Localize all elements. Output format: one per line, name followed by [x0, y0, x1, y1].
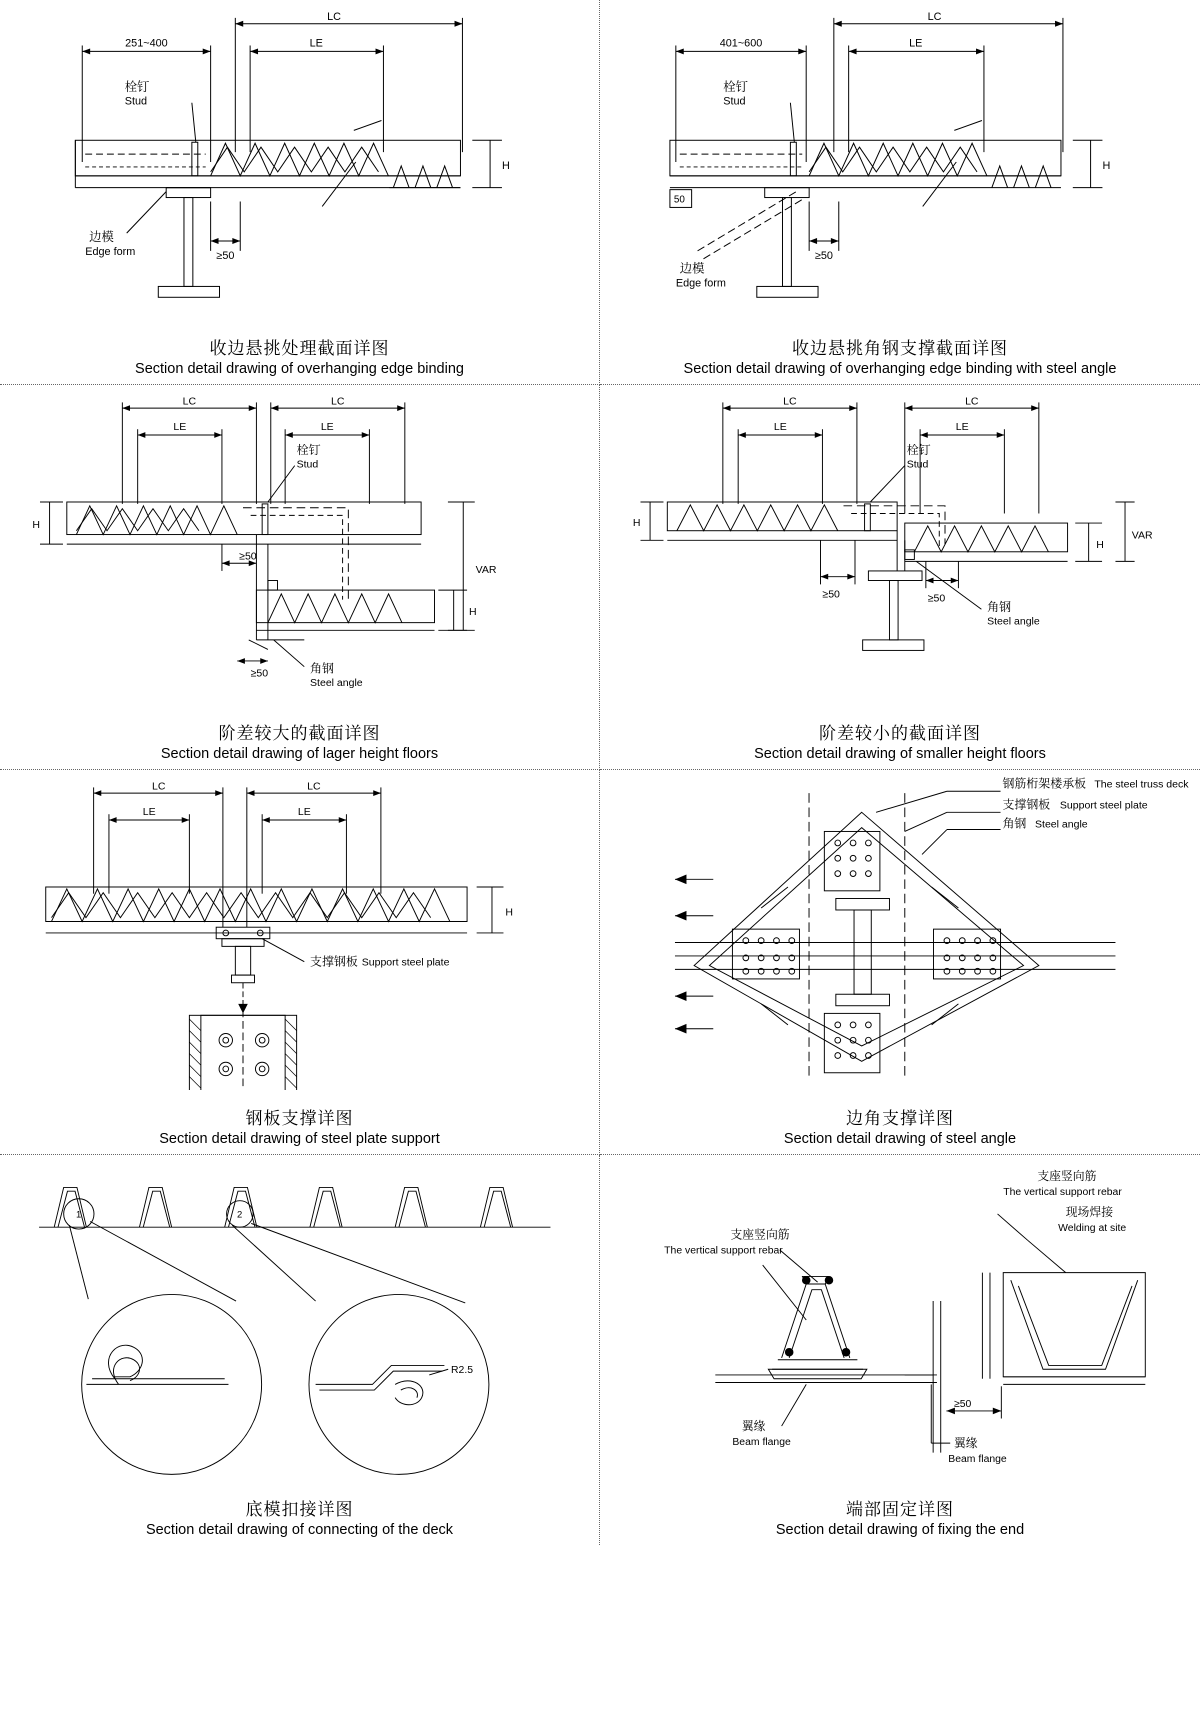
caption-en: Section detail drawing of steel angle: [783, 1131, 1017, 1148]
figure-smaller-height-floors: [606, 389, 1194, 705]
h-label: H: [505, 906, 513, 919]
figure-overhanging-edge-binding: [6, 4, 593, 320]
edge-form-label-en: Edge form: [85, 245, 136, 258]
panel-steel-plate-support: [0, 770, 600, 1155]
caption-connecting-of-the-deck: [0, 1499, 599, 1542]
min-50-label-right: ≥50: [927, 592, 946, 605]
panel-larger-height-floors: [0, 385, 600, 770]
support-plate-label-en: Support steel plate: [1059, 799, 1148, 812]
steel-angle-label-en: Steel angle: [310, 676, 363, 689]
dim-le-label-left: LE: [773, 421, 787, 434]
h-label-right: H: [468, 605, 477, 618]
figure-overhanging-edge-binding-steel-angle: [606, 4, 1194, 320]
welding-label-en: Welding at site: [1058, 1222, 1127, 1234]
caption-en: Section detail drawing of lager height floors: [160, 746, 439, 763]
caption-zh: 收边悬挑处理截面详图: [209, 338, 390, 358]
min-50-label-upper: ≥50: [239, 550, 257, 563]
h-label: H: [1102, 159, 1111, 172]
dim-lc-label-left: LC: [152, 780, 166, 793]
panel-fixing-the-end: [600, 1155, 1200, 1545]
panel-connecting-of-the-deck: [0, 1155, 600, 1545]
caption-zh: 底模扣接详图: [245, 1499, 354, 1519]
edge-form-label-en: Edge form: [675, 277, 726, 290]
stud-label-zh: 栓钉: [723, 79, 748, 94]
dim-lc-label: LC: [927, 10, 942, 23]
panel-smaller-height-floors: [600, 385, 1200, 770]
min-50-label-left: ≥50: [822, 588, 840, 601]
stud-label-en: Stud: [296, 458, 319, 471]
figure-corner-steel-angle-support: [606, 774, 1194, 1090]
steel-angle-label-en: Steel angle: [987, 615, 1040, 628]
stud-label-en: Stud: [906, 458, 929, 471]
steel-angle-label-en: Steel angle: [1035, 818, 1088, 831]
dim-lc-label-right: LC: [965, 395, 979, 408]
support-plate-label-en: Support steel plate: [361, 956, 450, 969]
caption-corner-steel-angle-support: [600, 1108, 1200, 1151]
caption-en: Section detail drawing of smaller height floors: [754, 746, 1046, 763]
caption-smaller-height-floors: [600, 723, 1200, 766]
vertical-rebar-label-zh-top: 支座竖向筋: [1037, 1168, 1097, 1183]
h-label: H: [501, 159, 510, 172]
caption-fixing-the-end: [600, 1499, 1200, 1542]
var-label: VAR: [475, 563, 497, 576]
vertical-rebar-label-en-top: The vertical support rebar: [1003, 1186, 1122, 1198]
edge-form-label-zh: 边模: [679, 261, 705, 276]
steel-angle-label-zh: 角钢: [1002, 816, 1027, 831]
dim-lc-label-left: LC: [182, 395, 197, 408]
var-label: VAR: [1131, 529, 1153, 542]
radius-label: R2.5: [451, 1365, 474, 1377]
welding-label-zh: 现场焊接: [1065, 1204, 1114, 1219]
stud-label-zh: 栓钉: [124, 79, 150, 94]
caption-steel-plate-support: [0, 1108, 599, 1151]
steel-angle-label-zh: 角钢: [987, 600, 1012, 615]
caption-en: Section detail drawing of overhanging edge binding: [135, 361, 464, 378]
caption-zh: 收边悬挑角钢支撑截面详图: [792, 338, 1008, 358]
caption-larger-height-floors: [0, 723, 599, 766]
min-50-label-lower: ≥50: [250, 667, 269, 680]
caption-zh: 阶差较大的截面详图: [218, 723, 381, 743]
dim-le-label: LE: [909, 37, 923, 50]
dim-range-label: 251~400: [125, 37, 168, 50]
beam-flange-label-zh-right: 翼缘: [953, 1435, 978, 1450]
caption-overhanging-edge-binding: [0, 338, 599, 381]
dim-le-label-right: LE: [320, 421, 334, 434]
dim-le-label-left: LE: [142, 806, 156, 819]
caption-en: Section detail drawing of steel plate support: [159, 1131, 440, 1148]
caption-overhanging-edge-binding-steel-angle: [600, 338, 1200, 381]
support-plate-label-zh: 支撑钢板: [1002, 797, 1051, 812]
truss-deck-label-en: The steel truss deck: [1094, 778, 1189, 791]
figure-fixing-the-end: [606, 1159, 1194, 1481]
min-50-label: ≥50: [814, 249, 833, 262]
small-dim-label: 50: [673, 194, 685, 206]
edge-form-label-zh: 边模: [89, 230, 114, 244]
beam-flange-label-en-left: Beam flange: [732, 1437, 791, 1449]
vertical-rebar-label-en-left: The vertical support rebar: [664, 1245, 783, 1257]
beam-flange-label-zh-left: 翼缘: [741, 1418, 766, 1433]
dim-le-label-right: LE: [955, 421, 969, 434]
panel-overhanging-edge-binding: [0, 0, 600, 385]
dim-lc-label-right: LC: [331, 395, 345, 408]
stud-label-zh: 栓钉: [296, 443, 321, 458]
dim-le-label-right: LE: [297, 806, 311, 819]
caption-zh: 边角支撑详图: [846, 1108, 954, 1128]
panel-overhanging-edge-binding-steel-angle: [600, 0, 1200, 385]
figure-connecting-of-the-deck: [6, 1159, 593, 1481]
caption-zh: 阶差较小的截面详图: [819, 723, 981, 743]
caption-zh: 端部固定详图: [846, 1499, 954, 1519]
stud-label-en: Stud: [723, 95, 746, 108]
figure-steel-plate-support: [6, 774, 593, 1090]
truss-deck-label-zh: 钢筋桁架楼承板: [1002, 776, 1087, 791]
dim-le-label: LE: [309, 37, 323, 50]
detail-marker-1: 1: [75, 1209, 82, 1221]
dim-range-label: 401~600: [719, 37, 763, 50]
beam-flange-label-en-right: Beam flange: [948, 1454, 1007, 1466]
h-label-left: H: [32, 518, 40, 531]
caption-en: Section detail drawing of connecting of the deck: [145, 1522, 454, 1539]
min-50-label: ≥50: [216, 249, 235, 262]
dim-lc-label-right: LC: [307, 780, 321, 793]
stud-label-en: Stud: [124, 95, 148, 108]
detail-marker-2: 2: [236, 1209, 243, 1221]
panel-corner-steel-angle-support: [600, 770, 1200, 1155]
figure-larger-height-floors: [6, 389, 593, 705]
min-50-label: ≥50: [953, 1399, 972, 1411]
caption-en: Section detail drawing of fixing the end: [775, 1522, 1025, 1539]
h-label-right: H: [1096, 538, 1104, 551]
dim-lc-label-left: LC: [783, 395, 797, 408]
h-label-left: H: [632, 516, 641, 529]
steel-angle-label-zh: 角钢: [310, 661, 334, 676]
caption-en: Section detail drawing of overhanging edge binding with steel angle: [683, 361, 1117, 378]
vertical-rebar-label-zh-left: 支座竖向筋: [730, 1227, 790, 1242]
dim-le-label-left: LE: [173, 421, 187, 434]
stud-label-zh: 栓钉: [906, 443, 931, 458]
dim-lc-label: LC: [327, 10, 342, 23]
support-plate-label-zh: 支撑钢板: [310, 954, 358, 969]
caption-zh: 钢板支撑详图: [245, 1108, 354, 1128]
